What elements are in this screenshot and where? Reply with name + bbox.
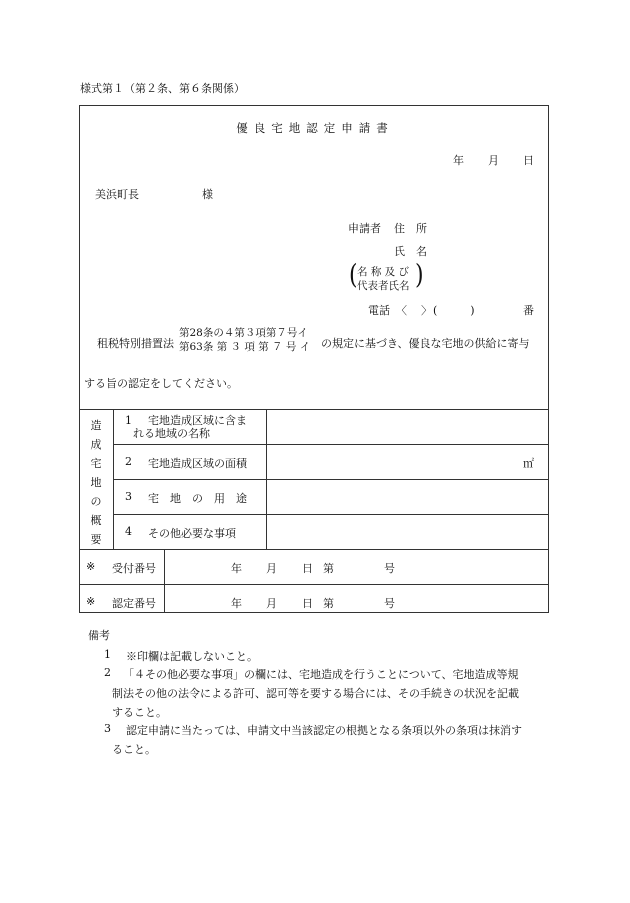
- overview-row-3-num: 3: [125, 490, 132, 503]
- date-year-label: 年: [453, 154, 464, 167]
- phone-label: 電話: [368, 304, 390, 317]
- reception-mark: ※: [86, 560, 96, 573]
- law-name: 租税特別措置法: [97, 337, 174, 350]
- reception-year: 年: [231, 562, 242, 575]
- certification-month: 月: [266, 597, 277, 610]
- address-label: 住 所: [394, 222, 427, 235]
- certification-label: 認定番号: [112, 597, 156, 610]
- phone-paren: ( ): [433, 304, 475, 317]
- reception-dai: 第: [323, 562, 334, 575]
- overview-row-1-label-cont: れる地域の名称: [133, 427, 210, 440]
- divider: [79, 584, 549, 585]
- legal-text-continued: する旨の認定をしてください。: [84, 377, 238, 390]
- overview-row-3-label: 宅 地 の 用 途: [148, 492, 247, 505]
- bracket-open-icon: (: [349, 259, 358, 291]
- certification-dai: 第: [323, 597, 334, 610]
- corp-name-label-2: 代表者氏名: [357, 280, 410, 292]
- law-clause-2: 第63条 第 ３ 項 第 ７ 号 イ: [179, 341, 311, 353]
- form-title: 優良宅地認定申請書: [236, 121, 394, 135]
- remark-2-num: 2: [104, 666, 111, 679]
- bracket-close-icon: ): [415, 259, 424, 291]
- certification-go: 号: [384, 597, 395, 610]
- overview-row-2-num: 2: [125, 455, 132, 468]
- form-number-label: 様式第１（第２条、第６条関係）: [80, 82, 245, 95]
- addressee-name: 美浜町長: [95, 188, 139, 201]
- applicant-label: 申請者: [348, 222, 381, 235]
- overview-row-1-num: 1: [125, 414, 132, 427]
- reception-day: 日: [302, 562, 313, 575]
- remark-1-text: ※印欄は記載しないこと。: [126, 650, 258, 663]
- remarks-heading: 備考: [88, 629, 110, 642]
- area-size-input[interactable]: [268, 445, 548, 479]
- remark-1-num: 1: [104, 648, 111, 661]
- area-name-input[interactable]: [268, 410, 548, 444]
- divider: [113, 409, 114, 549]
- corp-name-label-1: 名 称 及 び: [357, 266, 410, 278]
- certification-year: 年: [231, 597, 242, 610]
- area-unit: ㎡: [523, 457, 534, 470]
- certification-mark: ※: [86, 595, 96, 608]
- remark-3-text: 認定申請に当たっては、申請文中当該認定の根拠となる条項以外の条項は抹消す: [126, 724, 522, 737]
- reception-go: 号: [384, 562, 395, 575]
- reception-label: 受付番号: [112, 562, 156, 575]
- phone-suffix: 番: [523, 304, 534, 317]
- overview-row-4-num: 4: [125, 525, 132, 538]
- remark-2-text-cont: 制法その他の法令による許可、認可等を要する場合には、その手続きの状況を記載: [112, 687, 519, 700]
- reception-month: 月: [266, 562, 277, 575]
- overview-side-label: 造 成 宅 地 の 概 要: [90, 419, 102, 546]
- remark-2-text-cont: すること。: [112, 706, 167, 719]
- name-label: 氏 名: [394, 245, 427, 258]
- overview-row-4-label: その他必要な事項: [148, 527, 236, 540]
- legal-text: の規定に基づき、優良な宅地の供給に寄与: [321, 337, 530, 350]
- addressee-honorific: 様: [202, 188, 213, 201]
- land-use-input[interactable]: [268, 480, 548, 514]
- date-day-label: 日: [523, 154, 534, 167]
- remark-3-text-cont: ること。: [112, 743, 156, 756]
- phone-open: 〈: [396, 304, 407, 317]
- overview-row-1-label: 宅地造成区域に含ま: [148, 414, 247, 427]
- remark-3-num: 3: [104, 722, 111, 735]
- date-month-label: 月: [488, 154, 499, 167]
- remark-2-text: 「４その他必要な事項」の欄には、宅地造成を行うことについて、宅地造成等規: [123, 668, 519, 681]
- phone-close: 〉: [421, 304, 432, 317]
- law-clause-1: 第28条の４第３項第７号イ: [179, 327, 308, 339]
- divider: [266, 409, 267, 549]
- divider: [79, 549, 549, 550]
- divider: [164, 549, 165, 613]
- overview-row-2-label: 宅地造成区域の面積: [148, 457, 247, 470]
- other-items-input[interactable]: [268, 515, 548, 549]
- certification-day: 日: [302, 597, 313, 610]
